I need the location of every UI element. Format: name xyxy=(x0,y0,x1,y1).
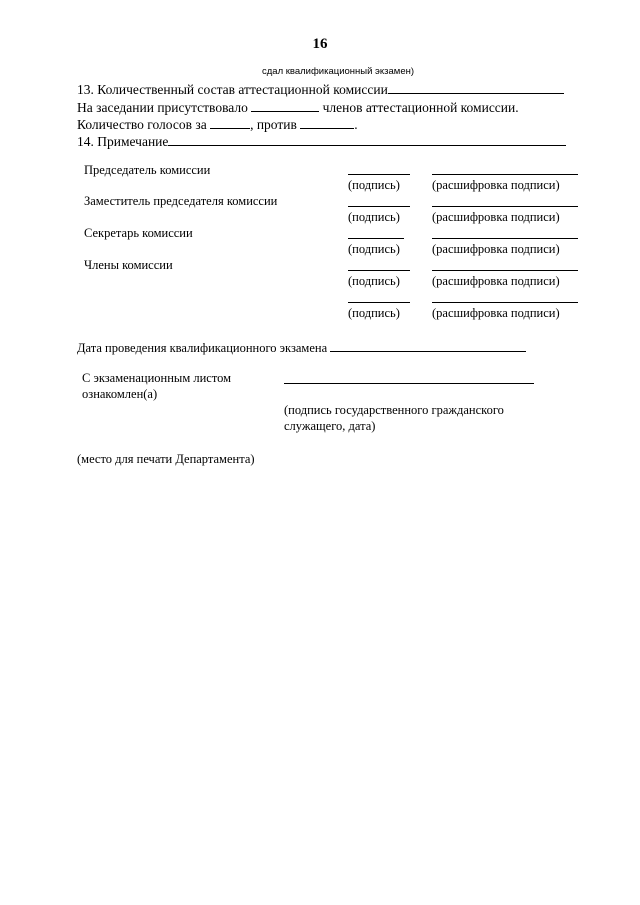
votes-prefix: Количество голосов за xyxy=(77,117,207,132)
decode-line xyxy=(432,174,578,175)
signature-line xyxy=(348,302,410,303)
decode-line xyxy=(432,302,578,303)
present-line xyxy=(77,100,519,116)
acquainted-signature-line xyxy=(284,383,534,384)
decode-caption: (расшифровка подписи) xyxy=(432,306,560,320)
page-number: 16 xyxy=(312,36,328,52)
decode-caption: (расшифровка подписи) xyxy=(432,210,560,224)
decode-caption: (расшифровка подписи) xyxy=(432,274,560,288)
role-members: Члены комиссии xyxy=(84,258,173,272)
exam-date-line xyxy=(77,340,526,356)
signature-caption: (подпись) xyxy=(348,242,400,256)
acquainted-line2: ознакомлен(а) xyxy=(82,387,158,401)
decode-caption: (расшифровка подписи) xyxy=(432,178,560,192)
present-suffix: членов аттестационной комиссии. xyxy=(322,100,519,115)
item13-label: 13. Количественный состав аттестационной комиссии xyxy=(77,82,388,97)
signature-line xyxy=(348,174,410,175)
votes-against-blank xyxy=(300,117,354,129)
acquainted-caption2: служащего, дата) xyxy=(284,419,376,433)
signature-caption: (подпись) xyxy=(348,306,400,320)
decode-line xyxy=(432,206,578,207)
item14-label: 14. Примечание xyxy=(77,134,169,149)
signature-caption: (подпись) xyxy=(348,178,400,192)
signature-line xyxy=(348,206,410,207)
signature-caption: (подпись) xyxy=(348,274,400,288)
votes-against-label: , против xyxy=(250,117,297,132)
acquainted-caption1: (подпись государственного гражданского xyxy=(284,403,504,417)
present-blank xyxy=(251,100,319,112)
signature-line xyxy=(348,270,410,271)
signature-caption: (подпись) xyxy=(348,210,400,224)
exam-date-blank xyxy=(330,340,526,352)
exam-date-label: Дата проведения квалификационного экзамена xyxy=(77,341,328,355)
item14-line xyxy=(77,134,566,150)
role-secretary: Секретарь комиссии xyxy=(84,226,193,240)
role-chairman: Председатель комиссии xyxy=(84,163,211,177)
stamp-place: (место для печати Департамента) xyxy=(77,452,255,466)
present-prefix: На заседании присутствовало xyxy=(77,100,248,115)
decode-line xyxy=(432,238,578,239)
votes-end: . xyxy=(354,117,358,132)
role-deputy: Заместитель председателя комиссии xyxy=(84,194,278,208)
decode-caption: (расшифровка подписи) xyxy=(432,242,560,256)
acquainted-line1: С экзаменационным листом xyxy=(82,371,232,385)
signature-line xyxy=(348,238,404,239)
header-note: сдал квалификационный экзамен) xyxy=(262,66,415,77)
item13-blank xyxy=(388,82,564,94)
decode-line xyxy=(432,270,578,271)
item14-blank xyxy=(168,134,566,146)
votes-for-blank xyxy=(210,117,250,129)
item13-line xyxy=(77,82,564,98)
votes-line xyxy=(77,117,358,133)
